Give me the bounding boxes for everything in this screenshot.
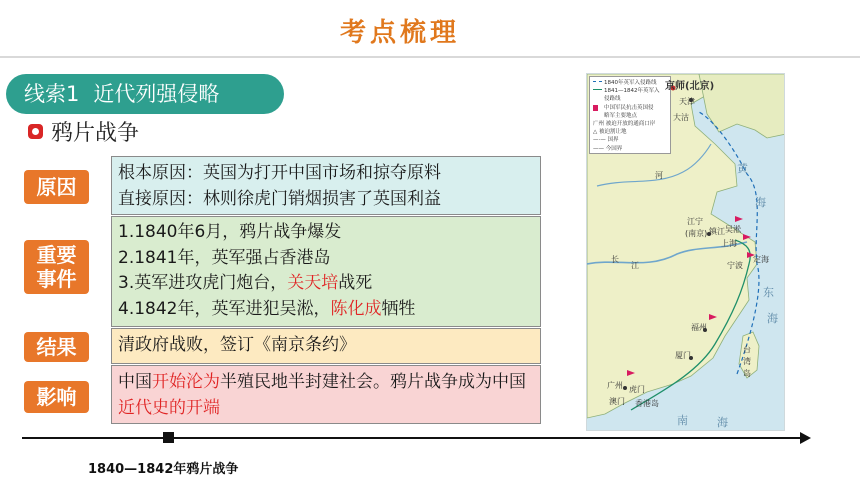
events-tag-line1: 重要 xyxy=(36,243,77,267)
map-label-sea-6: 海 xyxy=(717,416,728,429)
map-label-tianjin: 天津 xyxy=(679,97,695,106)
map-label-sea-5: 南 xyxy=(677,414,688,427)
events-tag xyxy=(24,240,89,294)
events-box xyxy=(111,216,541,327)
impact-part2: 开始沦为 xyxy=(152,372,220,392)
timeline-label: 1840—1842年鸦片战争 xyxy=(88,462,239,477)
event-item-3-suffix: 战死 xyxy=(338,273,373,293)
event-item-4-suffix: 牺牲 xyxy=(381,298,416,319)
map-label-humen: 虎门 xyxy=(629,385,645,394)
event-item-1: 1.1840年6月，鸦片战争爆发 xyxy=(118,222,342,242)
map-label-sea-2: 海 xyxy=(755,196,766,209)
impact-box xyxy=(111,365,541,424)
map-label-aomen: 澳门 xyxy=(609,397,625,406)
event-item-3 xyxy=(118,271,534,297)
guangzhou-marker xyxy=(623,386,627,390)
clue-banner xyxy=(6,74,284,114)
map-label-river: 长 xyxy=(611,255,619,264)
map-label-shanghai: 上海 xyxy=(721,239,737,248)
cause-line-fundamental: 根本原因：英国为打开中国市场和掠夺原料 xyxy=(118,163,441,183)
impact-part3: 半殖民地半封建社会。鸦片战争成为中国 xyxy=(220,372,526,392)
map-label-taiwan-2: 湾 xyxy=(743,357,751,366)
map-label-sea-3: 东 xyxy=(763,286,774,299)
map-label-he: 河 xyxy=(655,171,663,180)
map-label-dinghai: 定海 xyxy=(753,255,769,264)
section-heading xyxy=(28,118,139,144)
timeline-marker xyxy=(163,432,174,443)
timeline-axis xyxy=(22,437,802,439)
result-box xyxy=(111,328,541,364)
event-item-3-prefix: 3.英军进攻虎门炮台， xyxy=(118,273,288,293)
map-label-zhenjiang: 镇江 xyxy=(709,227,725,236)
map-legend: 1840年英军入侵路线 1841—1842年英军入 侵路线 中国军民抗击英国侵 略军主要地点 广州 被迫开放的通商口岸 △ 被迫割让地 —·— 国界 —— 今国界 xyxy=(589,76,671,154)
bullet-icon xyxy=(28,124,43,139)
events-tag-line2: 事件 xyxy=(36,267,77,291)
map-label-xiamen: 厦门 xyxy=(675,351,691,360)
map-label-jiangning: 江宁 xyxy=(687,217,703,226)
page-title: 考点梳理 xyxy=(339,18,460,48)
event-item-4 xyxy=(118,297,534,323)
map-label-taiwan-1: 台 xyxy=(743,345,751,354)
timeline-arrow-icon xyxy=(800,432,811,444)
impact-tag: 影响 xyxy=(24,381,89,413)
clue-number: 线索1 xyxy=(24,82,80,106)
title-divider xyxy=(0,56,860,58)
map-label-sea-4: 海 xyxy=(767,312,778,325)
cause-line-direct: 直接原因：林则徐虎门销烟损害了英国利益 xyxy=(118,189,441,209)
cause-box xyxy=(111,156,541,215)
map-label-taiwan-3: 岛 xyxy=(743,369,751,378)
map-label-nanjing: (南京) xyxy=(685,229,708,238)
event-item-4-prefix: 4.1842年，英军进犯吴淞， xyxy=(118,298,331,319)
result-tag: 结果 xyxy=(24,332,89,362)
opium-war-map xyxy=(586,73,785,431)
map-label-wusong: 吴淞 xyxy=(725,225,741,234)
map-label-fuzhou: 福州 xyxy=(691,323,707,332)
impact-part1: 中国 xyxy=(118,372,152,392)
map-label-hongkong: 香港岛 xyxy=(635,399,659,408)
event-item-3-name: 关天培 xyxy=(287,273,339,293)
impact-part4: 近代史的开端 xyxy=(118,398,220,418)
map-label-capital: 京师(北京) xyxy=(665,81,715,92)
map-label-ningbo: 宁波 xyxy=(727,261,743,270)
map-label-sea-1: 黄 xyxy=(737,162,748,175)
event-item-4-name: 陈化成 xyxy=(330,298,382,319)
result-text: 清政府战败，签订《南京条约》 xyxy=(118,335,356,355)
section-heading-text: 鸦片战争 xyxy=(51,120,140,146)
event-item-2: 2.1841年，英军强占香港岛 xyxy=(118,247,331,268)
map-label-river-2: 江 xyxy=(631,261,639,270)
cause-tag: 原因 xyxy=(24,170,89,204)
map-label-guangzhou: 广州 xyxy=(607,381,623,390)
map-label-dagu: 大沽 xyxy=(673,113,689,122)
clue-topic: 近代列强侵略 xyxy=(93,82,220,106)
